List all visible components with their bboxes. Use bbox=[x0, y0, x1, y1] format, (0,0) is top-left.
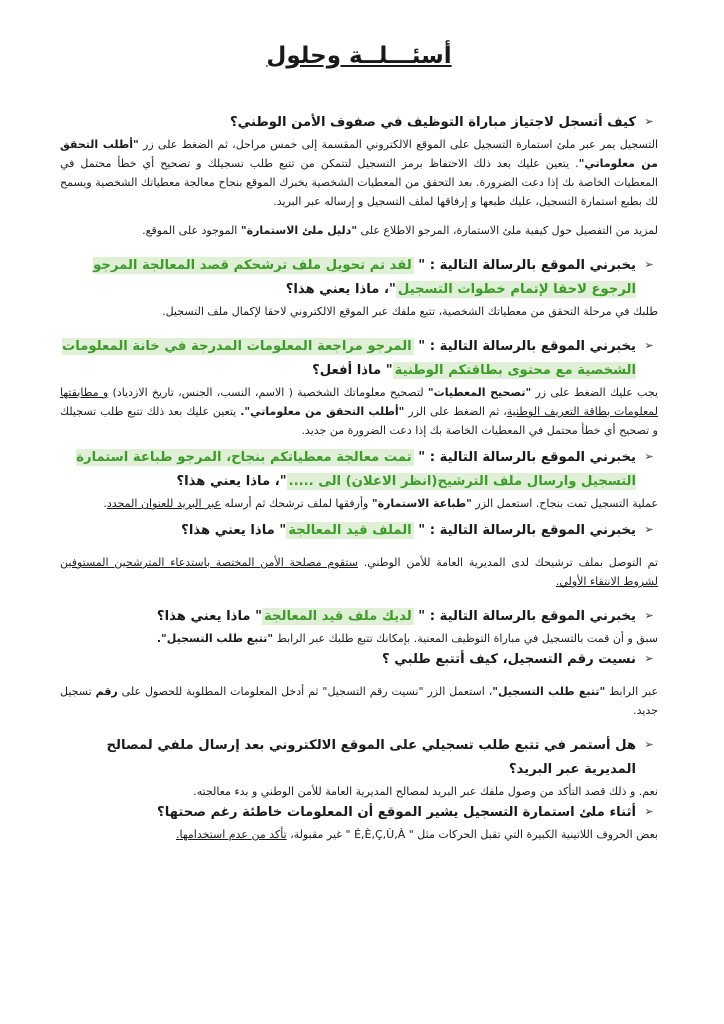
question-processing-success bbox=[60, 446, 658, 494]
answer-paragraph: نعم. و ذلك قصد التأكد من وصول ملفك عبر البريد لمصالح المديرية العامة للأمن الوطني و بدء معالجته. bbox=[193, 785, 658, 798]
arrow-bullet-icon: ➢ bbox=[644, 523, 654, 536]
question-text: يخبرني الموقع بالرسالة التالية : " تمت معالجة معطياتكم بنجاح، المرجو طباعة استمارة التسجيل وارسال ملف الترشيح(انظر الاعلان) الى ....."، ماذا يعني هذا؟ bbox=[76, 450, 636, 489]
highlighted-message: لقد تم تحويل ملف ترشحكم قصد المعالجة المرجو الرجوع لاحقا لإتمام خطوات التسجيل bbox=[93, 258, 636, 297]
answer-paragraph: عملية التسجيل تمت بنجاح. استعمل الزر "طباعة الاستمارة" وأرفقها لملف ترشحك ثم أرسله عبر البريد للعنوان المحدد. bbox=[103, 497, 658, 510]
highlighted-message: المرجو مراجعة المعلومات المدرجة في خانة المعلومات الشخصية مع محتوى بطاقتكم الوطنية bbox=[62, 339, 636, 378]
question-file-transferred bbox=[60, 254, 658, 302]
question-text: نسيت رقم التسجيل، كيف أتتبع طلبي ؟ bbox=[382, 652, 636, 667]
arrow-bullet-icon: ➢ bbox=[644, 738, 654, 751]
question-text: يخبرني الموقع بالرسالة التالية : " لديك ملف قيد المعالجة" ماذا يعني هذا؟ bbox=[156, 609, 636, 624]
question-invalid-info bbox=[60, 801, 658, 825]
answer-paragraph: بعض الحروف اللاتينية الكبيرة التي تقبل الحركات مثل " É,È,Ç,Ù,À " غير مقبولة، تأكد من عدم استخدامها. bbox=[175, 828, 658, 841]
arrow-bullet-icon: ➢ bbox=[644, 450, 654, 463]
answer-paragraph: التسجيل يمر عبر ملئ استمارة التسجيل على الموقع الالكتروني المقسمة إلى خمس مراحل، ثم الضغط على زر "أطلب التحقق من معلوماتي". يتعين عليك بعد ذلك الاحتفاظ برمز التسجيل لتتمكن من تتبع طلب تسجيلك و تصحيح أي خطأ محتمل في المعطيات الخاصة بك إذا دعت الضرورة. بعد التحقق من المعطيات الشخصية يخبرك الموقع بنجاح معالجة معطياتك الشخصية ويسمح لك بطبع استمارة التسجيل، عليك طبعها و إرفاقها لملف التسجيل و إرساله عبر البريد. bbox=[60, 138, 659, 208]
arrow-bullet-icon: ➢ bbox=[644, 609, 654, 622]
highlighted-message: الملف قيد المعالجة bbox=[288, 523, 412, 538]
question-continue-tracking bbox=[60, 734, 658, 782]
answer-paragraph: تم التوصل بملف ترشيحك لدى المديرية العامة للأمن الوطني. ستقوم مصلحة الأمن المختصة باستدعاء المترشحين المستوفين لشروط الانتقاء الأولي. bbox=[60, 556, 659, 588]
answer-paragraph-more: لمزيد من التفصيل حول كيفية ملئ الاستمارة، المرجو الاطلاع على "دليل ملئ الاستمارة" الموجود على الموقع. bbox=[142, 224, 658, 237]
arrow-bullet-icon: ➢ bbox=[644, 258, 654, 271]
answer-paragraph: عبر الرابط "تتبع طلب التسجيل"، استعمل الزر "نسيت رقم التسجيل" ثم أدخل المعلومات المطلوبة للحصول على رقم تسجيل جديد. bbox=[60, 685, 659, 717]
answer-paragraph: طلبك في مرحلة التحقق من معطياتك الشخصية، تتبع ملفك عبر الموقع الالكتروني لاحقا لإكمال ملف التسجيل. bbox=[162, 305, 658, 318]
arrow-bullet-icon: ➢ bbox=[644, 339, 654, 352]
highlighted-message: لديك ملف قيد المعالجة bbox=[264, 609, 412, 624]
question-existing-file bbox=[60, 605, 658, 629]
question-text: يخبرني الموقع بالرسالة التالية : " المرجو مراجعة المعلومات المدرجة في خانة المعلومات الشخصية مع محتوى بطاقتكم الوطنية" ماذا أفعل؟ bbox=[62, 339, 636, 378]
question-text: يخبرني الموقع بالرسالة التالية : " لقد تم تحويل ملف ترشحكم قصد المعالجة المرجو الرجوع لاحقا لإتمام خطوات التسجيل"، ماذا يعني هذا؟ bbox=[93, 258, 636, 297]
question-text: كيف أتسجل لاجتياز مباراة التوظيف في صفوف الأمن الوطني؟ bbox=[229, 115, 636, 130]
question-registration bbox=[60, 111, 658, 135]
question-text: أثناء ملئ استمارة التسجيل يشير الموقع أن المعلومات خاطئة رغم صحتها؟ bbox=[157, 805, 636, 820]
arrow-bullet-icon: ➢ bbox=[644, 805, 654, 818]
question-file-under-processing bbox=[60, 519, 658, 543]
answer-paragraph: سبق و أن قمت بالتسجيل في مباراة التوظيف المعنية. بإمكانك تتبع طلبك عبر الرابط "تتبع طلب التسجيل". bbox=[156, 632, 658, 645]
question-text: هل أستمر في تتبع طلب تسجيلي على الموقع الالكتروني بعد إرسال ملفي لمصالح المديرية عبر البريد؟ bbox=[106, 738, 636, 777]
page-title: أسئـــلــة وحلول bbox=[266, 43, 452, 69]
question-review-info bbox=[60, 335, 658, 383]
question-text: يخبرني الموقع بالرسالة التالية : " الملف قيد المعالجة" ماذا يعني هذا؟ bbox=[181, 523, 636, 538]
answer-paragraph: يجب عليك الضغط على زر "تصحيح المعطيات" لتصحيح معلوماتك الشخصية ( الاسم، النسب، الجنس، تاريخ الازدياد) و مطابقتها لمعلومات بطاقة التعريف الوطنية، ثم الضغط على الزر "أطلب التحقق من معلوماتي". يتعين عليك بعد ذلك تتبع طلب تسجيلك و تصحيح أي خطأ محتمل في المعطيات الخاصة بك إذا دعت الضرورة من جديد. bbox=[60, 386, 659, 437]
highlighted-message: تمت معالجة معطياتكم بنجاح، المرجو طباعة استمارة التسجيل وارسال ملف الترشيح(انظر الاعلان) الى ..... bbox=[76, 450, 636, 489]
arrow-bullet-icon: ➢ bbox=[644, 115, 654, 128]
question-forgot-number bbox=[60, 648, 658, 672]
arrow-bullet-icon: ➢ bbox=[644, 652, 654, 665]
